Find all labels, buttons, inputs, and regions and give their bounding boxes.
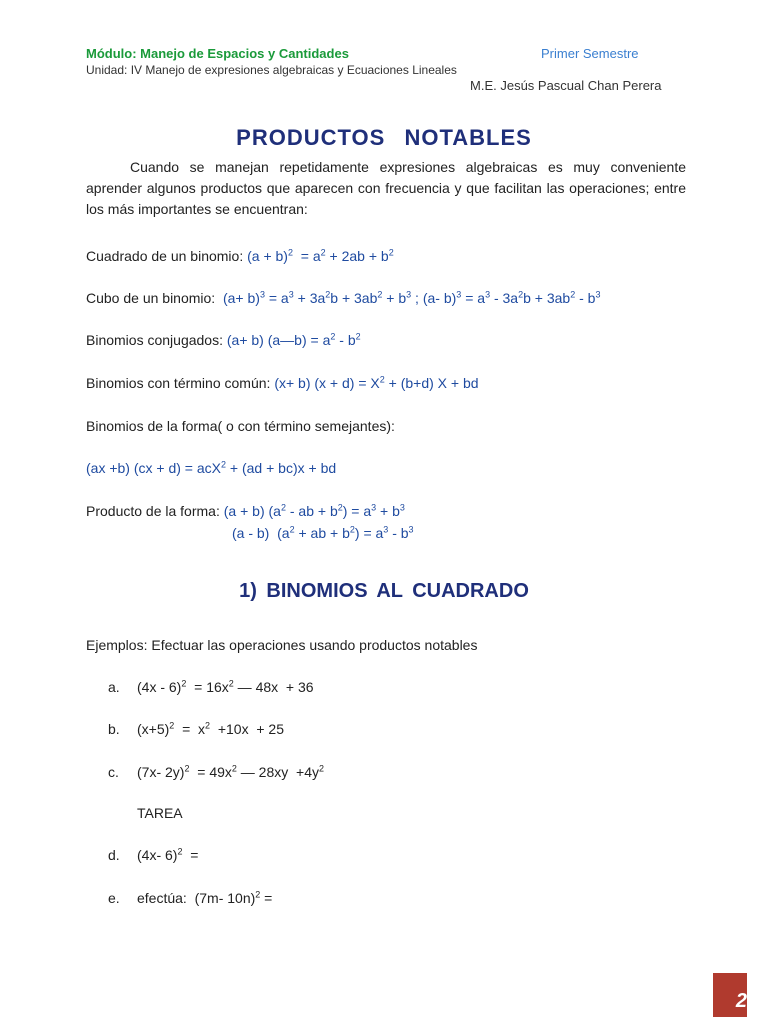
common-term-line [86, 375, 479, 391]
conjugate-binomials-line [86, 332, 361, 348]
intro-paragraph [86, 157, 686, 220]
section-heading: 1) BINOMIOS AL CUADRADO [239, 580, 529, 602]
example-e-text: efectúa: (7m- 10n)$^2$ = [137, 889, 273, 906]
product-form-label: Producto de la forma: [86, 503, 224, 519]
example-a-text: $(4x - 6)^2 = 16x^2$ — 48x + 36 [137, 678, 314, 695]
example-e-letter: e. [108, 890, 120, 906]
cube-binomial-formula: $(a+ b)^3 = a^3 + 3a^2b + 3ab^2 + b^3$ ; (a- $b)^3 = a^3 - 3a^2b + 3ab^2 - b^3$ [219, 289, 601, 306]
examples-intro: Ejemplos: Efectuar las operaciones usando productos notables [86, 637, 478, 653]
square-binomial-line [86, 248, 394, 264]
example-a-letter: a. [108, 679, 120, 695]
cube-binomial-label: Cubo de un binomio: [86, 290, 220, 306]
conjugate-binomials-formula: (a+ b) (a—b) = $a^2 - b^2$ [226, 331, 361, 348]
example-d-letter: d. [108, 847, 120, 863]
similar-terms-label: Binomios de la forma( o con término semejantes): [86, 418, 395, 434]
square-binomial-label: Cuadrado de un binomio: [86, 248, 248, 264]
square-binomial-formula: $(a + b)^2 = a^2 + 2ab + b^2$ [247, 247, 394, 264]
similar-terms-formula: (ax +b) (cx + d) = acX$^2$ + (ad + bc)x + bd [86, 459, 337, 476]
page-number: 2 [735, 990, 747, 1012]
example-b-text: $(x+5)^2 = x^2 +10x + 25$ [137, 720, 285, 737]
semester-label: Primer Semestre [541, 46, 639, 61]
common-term-label: Binomios con término común: [86, 375, 275, 391]
cube-binomial-line [86, 290, 600, 306]
example-c-text: (7x- $2y)^2 = 49x^2$ — $28xy +4y^2$ [137, 763, 325, 780]
unit-label: Unidad: IV Manejo de expresiones algebraicas y Ecuaciones Lineales [86, 63, 457, 77]
author-label: M.E. Jesús Pascual Chan Perera [470, 78, 662, 93]
example-c-letter: c. [108, 764, 119, 780]
example-b-letter: b. [108, 721, 120, 737]
module-title: Módulo: Manejo de Espacios y Cantidades [86, 46, 349, 61]
page-title: PRODUCTOS NOTABLES [236, 125, 532, 150]
common-term-formula: (x+ b) $(x + d) = X^2 + (b+d) X$ + bd [274, 374, 479, 391]
conjugate-binomials-label: Binomios conjugados: [86, 332, 227, 348]
homework-label: TAREA [137, 805, 183, 821]
example-d-text: (4x- 6)$^2$ = [137, 846, 199, 863]
intro-text: Cuando se manejan repetidamente expresiones algebraicas es muy conveniente aprender algunos productos que aparecen con frecuencia y que facilitan las operaciones; entre los más importantes se encuentran: [86, 159, 686, 217]
sum-cubes-formula: (a + b) ($a^2$ - ab + $b^2) = a^3 + b^3$ [223, 502, 405, 519]
difference-cubes-formula: (a - b) ($a^2$ + ab + $b^2) = a^3 - b^3$ [232, 524, 414, 541]
sum-cubes-line [86, 503, 405, 519]
